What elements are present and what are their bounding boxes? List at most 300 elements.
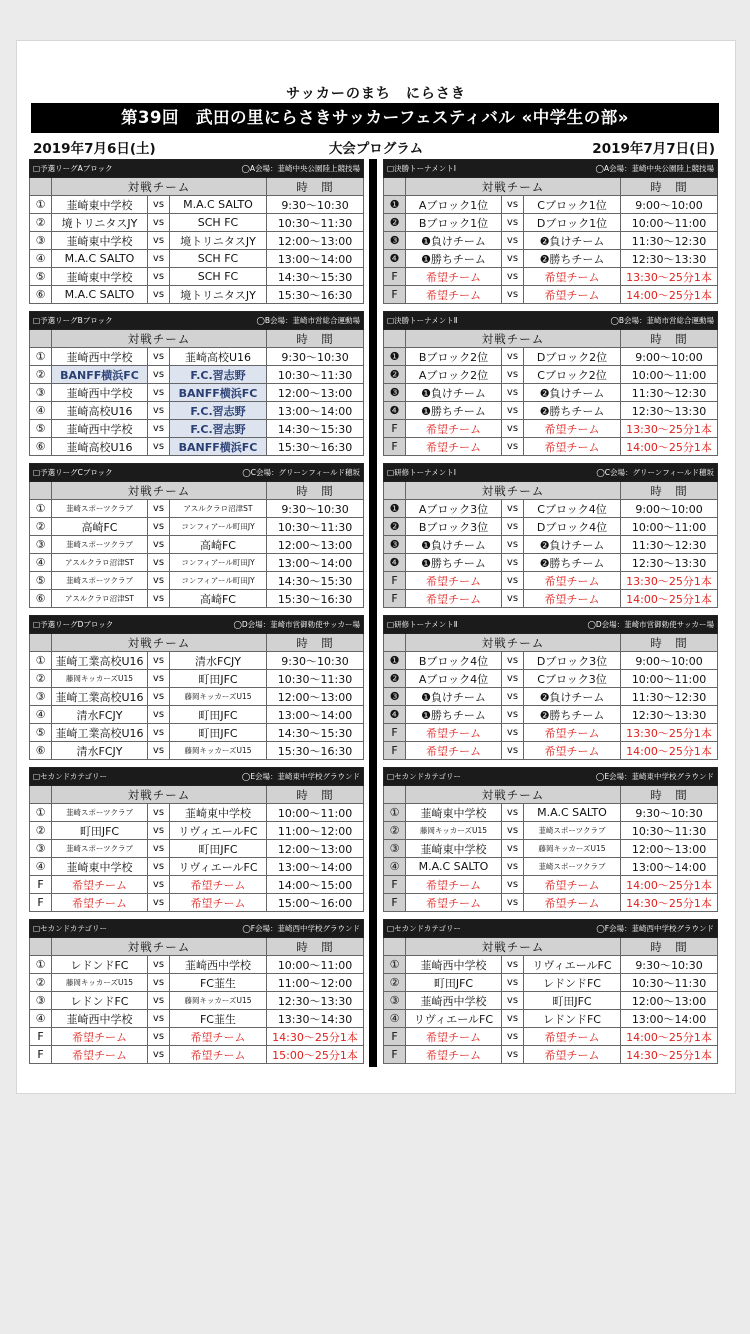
- match-number: ④: [30, 858, 52, 876]
- column-headers: [384, 938, 718, 956]
- vs-label: vs: [148, 554, 170, 572]
- away-team: SCH FC: [170, 250, 267, 268]
- block-header-cell: [384, 464, 718, 482]
- schedule-block: [29, 463, 364, 608]
- vs-label: vs: [502, 366, 524, 384]
- match-row: [30, 536, 364, 554]
- block-title: □予選リーグAブロック: [33, 164, 113, 173]
- home-team: レドンドFC: [52, 956, 148, 974]
- away-team: コンフィアール町田JY: [170, 554, 267, 572]
- venue-label: ◯A会場：韮崎中央公園陸上競技場: [595, 164, 714, 173]
- away-team: 希望チーム: [524, 894, 621, 912]
- away-team: 希望チーム: [524, 286, 621, 304]
- vs-label: vs: [502, 268, 524, 286]
- match-number: F: [384, 286, 406, 304]
- match-row: [384, 742, 718, 760]
- home-team: レドンドFC: [52, 992, 148, 1010]
- column-headers: [30, 938, 364, 956]
- vs-label: vs: [502, 974, 524, 992]
- column-header-teams: 対戦チーム: [52, 178, 267, 196]
- match-time: 12:00～13:00: [621, 992, 718, 1010]
- match-number: ②: [30, 974, 52, 992]
- away-team: アスルクラロ沼津ST: [170, 500, 267, 518]
- match-number: ②: [30, 366, 52, 384]
- column-headers: [30, 330, 364, 348]
- away-team: 清水FCJY: [170, 652, 267, 670]
- away-team: 希望チーム: [170, 1028, 267, 1046]
- home-team: M.A.C SALTO: [406, 858, 502, 876]
- column-header-blank: [30, 938, 52, 956]
- block-header-cell: [384, 768, 718, 786]
- vs-label: vs: [148, 384, 170, 402]
- column-header-teams: 対戦チーム: [52, 634, 267, 652]
- vs-label: vs: [502, 518, 524, 536]
- match-time: 12:00～13:00: [267, 384, 364, 402]
- home-team: 希望チーム: [406, 590, 502, 608]
- away-team: 町田JFC: [524, 992, 621, 1010]
- vs-label: vs: [502, 956, 524, 974]
- match-row: [384, 518, 718, 536]
- away-team: ❷負けチーム: [524, 688, 621, 706]
- match-number: ❸: [384, 384, 406, 402]
- block-title: □セカンドカテゴリー: [33, 772, 108, 781]
- away-team: BANFF横浜FC: [170, 438, 267, 456]
- away-team: 韮崎東中学校: [170, 804, 267, 822]
- column-header-blank: [384, 634, 406, 652]
- match-time: 11:30～12:30: [621, 688, 718, 706]
- away-team: Cブロック2位: [524, 366, 621, 384]
- match-time: 10:30～11:30: [621, 822, 718, 840]
- vs-label: vs: [502, 804, 524, 822]
- vs-label: vs: [502, 384, 524, 402]
- match-row: [384, 286, 718, 304]
- column-headers: [384, 330, 718, 348]
- match-row: [384, 438, 718, 456]
- column-header-blank: [384, 178, 406, 196]
- match-number: ①: [30, 652, 52, 670]
- match-row: [30, 1010, 364, 1028]
- match-time: 13:00～14:00: [267, 402, 364, 420]
- match-number: F: [384, 590, 406, 608]
- match-time: 14:00～25分1本: [621, 876, 718, 894]
- page-title: 第39回 武田の里にらさきサッカーフェスティバル «中学生の部»: [31, 103, 719, 133]
- match-row: [384, 974, 718, 992]
- match-row: [384, 956, 718, 974]
- home-team: Aブロック4位: [406, 670, 502, 688]
- vs-label: vs: [148, 286, 170, 304]
- home-team: 希望チーム: [406, 724, 502, 742]
- home-team: 韮崎スポーツクラブ: [52, 572, 148, 590]
- column-header-teams: 対戦チーム: [406, 938, 621, 956]
- block-title: □セカンドカテゴリー: [387, 924, 462, 933]
- block-header-cell: [30, 160, 364, 178]
- match-row: [30, 366, 364, 384]
- match-time: 14:00～25分1本: [621, 286, 718, 304]
- match-time: 12:00～13:00: [267, 688, 364, 706]
- block-header-cell: [30, 464, 364, 482]
- match-time: 14:00～25分1本: [621, 438, 718, 456]
- home-team: 境トリニタスJY: [52, 214, 148, 232]
- match-row: [30, 688, 364, 706]
- home-team: 韮崎西中学校: [406, 956, 502, 974]
- match-row: [30, 724, 364, 742]
- match-row: [30, 500, 364, 518]
- program-label: 大会プログラム: [328, 141, 424, 157]
- schedule-block: [383, 615, 718, 760]
- column-headers: [384, 786, 718, 804]
- match-time: 13:00～14:00: [267, 706, 364, 724]
- home-team: 藤岡キッカーズU15: [52, 974, 148, 992]
- match-number: F: [384, 724, 406, 742]
- vs-label: vs: [148, 876, 170, 894]
- home-team: 町田JFC: [406, 974, 502, 992]
- away-team: 町田JFC: [170, 706, 267, 724]
- match-row: [30, 1046, 364, 1064]
- away-team: 希望チーム: [524, 572, 621, 590]
- match-time: 14:30～15:30: [267, 572, 364, 590]
- match-number: ④: [30, 402, 52, 420]
- venue-label: ◯D会場：韮崎市営御勅使サッカー場: [233, 620, 360, 629]
- match-number: ❷: [384, 670, 406, 688]
- match-time: 13:00～14:00: [267, 250, 364, 268]
- match-number: ②: [30, 518, 52, 536]
- vs-label: vs: [148, 500, 170, 518]
- match-time: 14:30～15:30: [267, 268, 364, 286]
- match-row: [384, 804, 718, 822]
- match-row: [384, 688, 718, 706]
- venue-label: ◯B会場：韮崎市営総合運動場: [256, 316, 361, 325]
- home-team: ❶負けチーム: [406, 384, 502, 402]
- match-row: [384, 706, 718, 724]
- program-sheet: [16, 40, 736, 1094]
- match-row: [30, 402, 364, 420]
- home-team: 韮崎東中学校: [52, 196, 148, 214]
- match-row: [30, 268, 364, 286]
- vs-label: vs: [502, 1028, 524, 1046]
- match-time: 12:30～13:30: [621, 402, 718, 420]
- match-time: 10:00～11:00: [621, 518, 718, 536]
- match-number: ③: [30, 536, 52, 554]
- home-team: 韮崎西中学校: [52, 348, 148, 366]
- match-number: ⑥: [30, 590, 52, 608]
- match-time: 14:30～15:30: [267, 420, 364, 438]
- home-team: 韮崎工業高校U16: [52, 724, 148, 742]
- venue-label: ◯E会場：韮崎東中学校グラウンド: [595, 772, 715, 781]
- match-row: [30, 1028, 364, 1046]
- vs-label: vs: [148, 894, 170, 912]
- match-number: F: [30, 1046, 52, 1064]
- column-header-teams: 対戦チーム: [406, 634, 621, 652]
- match-row: [384, 366, 718, 384]
- vs-label: vs: [502, 250, 524, 268]
- column-header-teams: 対戦チーム: [406, 330, 621, 348]
- match-row: [30, 384, 364, 402]
- column-header-time: 時 間: [267, 786, 364, 804]
- match-number: ④: [30, 554, 52, 572]
- match-time: 9:00～10:00: [621, 348, 718, 366]
- column-header-time: 時 間: [621, 634, 718, 652]
- home-team: Bブロック1位: [406, 214, 502, 232]
- match-number: ①: [384, 804, 406, 822]
- match-time: 13:00～14:00: [621, 858, 718, 876]
- vs-label: vs: [502, 992, 524, 1010]
- venue-label: ◯C会場：グリーンフィールド穂坂: [242, 468, 361, 477]
- subtitle: サッカーのまち にらさき: [286, 86, 466, 102]
- home-team: Bブロック2位: [406, 348, 502, 366]
- match-time: 12:00～13:00: [621, 840, 718, 858]
- home-team: 希望チーム: [406, 268, 502, 286]
- vs-label: vs: [148, 590, 170, 608]
- schedule-block: [29, 767, 364, 912]
- match-number: ③: [384, 992, 406, 1010]
- match-number: ❷: [384, 366, 406, 384]
- match-time: 14:00～25分1本: [621, 590, 718, 608]
- match-time: 11:00～12:00: [267, 974, 364, 992]
- away-team: レドンドFC: [524, 1010, 621, 1028]
- vs-label: vs: [148, 706, 170, 724]
- schedule-block: [383, 919, 718, 1064]
- match-row: [30, 438, 364, 456]
- away-team: F.C.習志野: [170, 420, 267, 438]
- match-time: 9:00～10:00: [621, 652, 718, 670]
- match-number: F: [384, 572, 406, 590]
- match-time: 12:30～13:30: [267, 992, 364, 1010]
- match-number: ③: [384, 840, 406, 858]
- match-row: [30, 590, 364, 608]
- vs-label: vs: [502, 500, 524, 518]
- block-header-cell: [384, 160, 718, 178]
- column-header-time: 時 間: [267, 482, 364, 500]
- home-team: 希望チーム: [406, 286, 502, 304]
- match-row: [30, 822, 364, 840]
- home-team: 希望チーム: [52, 1046, 148, 1064]
- away-team: 藤岡キッカーズU15: [170, 688, 267, 706]
- vs-label: vs: [148, 688, 170, 706]
- home-team: 希望チーム: [406, 438, 502, 456]
- vs-label: vs: [148, 724, 170, 742]
- match-row: [30, 286, 364, 304]
- match-row: [384, 250, 718, 268]
- home-team: 韮崎西中学校: [52, 384, 148, 402]
- column-header-blank: [30, 786, 52, 804]
- venue-label: ◯B会場：韮崎市営総合運動場: [610, 316, 715, 325]
- column-header-time: 時 間: [621, 178, 718, 196]
- block-title: □予選リーグDブロック: [33, 620, 114, 629]
- schedule-block: [383, 311, 718, 456]
- match-time: 13:30～25分1本: [621, 420, 718, 438]
- home-team: 韮崎東中学校: [52, 232, 148, 250]
- match-number: ④: [384, 858, 406, 876]
- block-title: □セカンドカテゴリー: [33, 924, 108, 933]
- away-team: FC韮生: [170, 1010, 267, 1028]
- vs-label: vs: [502, 590, 524, 608]
- home-team: 韮崎西中学校: [52, 1010, 148, 1028]
- schedule-block: [383, 159, 718, 304]
- home-team: 韮崎東中学校: [406, 840, 502, 858]
- match-number: ⑤: [30, 268, 52, 286]
- vs-label: vs: [502, 286, 524, 304]
- match-number: ②: [384, 974, 406, 992]
- match-row: [384, 402, 718, 420]
- away-team: ❷勝ちチーム: [524, 554, 621, 572]
- away-team: ❷勝ちチーム: [524, 706, 621, 724]
- away-team: 希望チーム: [524, 1046, 621, 1064]
- away-team: Dブロック2位: [524, 348, 621, 366]
- away-team: 希望チーム: [524, 742, 621, 760]
- column-header-blank: [384, 482, 406, 500]
- match-row: [384, 554, 718, 572]
- vs-label: vs: [148, 742, 170, 760]
- away-team: 希望チーム: [524, 268, 621, 286]
- away-team: コンフィアール町田JY: [170, 572, 267, 590]
- column-header-time: 時 間: [621, 786, 718, 804]
- away-team: 境トリニタスJY: [170, 286, 267, 304]
- away-team: 希望チーム: [170, 1046, 267, 1064]
- match-row: [384, 196, 718, 214]
- match-number: ❶: [384, 348, 406, 366]
- match-time: 10:00～11:00: [621, 366, 718, 384]
- match-time: 12:00～13:00: [267, 840, 364, 858]
- schedule-block: [383, 463, 718, 608]
- block-title: □セカンドカテゴリー: [387, 772, 462, 781]
- home-team: ❶勝ちチーム: [406, 554, 502, 572]
- match-row: [384, 268, 718, 286]
- match-row: [384, 214, 718, 232]
- away-team: ❷負けチーム: [524, 232, 621, 250]
- away-team: 韮崎高校U16: [170, 348, 267, 366]
- match-number: ①: [30, 500, 52, 518]
- home-team: 韮崎西中学校: [52, 420, 148, 438]
- column-headers: [30, 634, 364, 652]
- match-time: 14:00～25分1本: [621, 742, 718, 760]
- match-number: ❹: [384, 250, 406, 268]
- away-team: FC韮生: [170, 974, 267, 992]
- vs-label: vs: [148, 840, 170, 858]
- home-team: 希望チーム: [52, 1028, 148, 1046]
- match-number: ⑤: [30, 724, 52, 742]
- match-time: 10:30～11:30: [267, 518, 364, 536]
- away-team: 藤岡キッカーズU15: [524, 840, 621, 858]
- match-time: 9:30～10:30: [621, 804, 718, 822]
- match-time: 13:30～25分1本: [621, 268, 718, 286]
- match-row: [30, 706, 364, 724]
- match-time: 13:00～14:00: [621, 1010, 718, 1028]
- match-number: ⑤: [30, 572, 52, 590]
- away-team: 町田JFC: [170, 840, 267, 858]
- vs-label: vs: [502, 742, 524, 760]
- away-team: 希望チーム: [524, 438, 621, 456]
- match-time: 10:30～11:30: [621, 974, 718, 992]
- column-header-teams: 対戦チーム: [406, 178, 621, 196]
- away-team: 高崎FC: [170, 590, 267, 608]
- column-header-time: 時 間: [267, 178, 364, 196]
- block-header-cell: [384, 312, 718, 330]
- home-team: ❶勝ちチーム: [406, 250, 502, 268]
- away-team: 希望チーム: [524, 724, 621, 742]
- vs-label: vs: [502, 876, 524, 894]
- vs-label: vs: [148, 974, 170, 992]
- match-number: ❷: [384, 518, 406, 536]
- venue-label: ◯F会場：韮崎西中学校グラウンド: [596, 924, 715, 933]
- match-number: ①: [30, 348, 52, 366]
- away-team: ❷負けチーム: [524, 384, 621, 402]
- match-time: 10:00～11:00: [621, 214, 718, 232]
- home-team: 清水FCJY: [52, 742, 148, 760]
- match-number: ②: [30, 822, 52, 840]
- block-header: [384, 920, 718, 938]
- match-number: ③: [30, 688, 52, 706]
- match-number: ③: [30, 840, 52, 858]
- home-team: ❶勝ちチーム: [406, 402, 502, 420]
- home-team: Bブロック4位: [406, 652, 502, 670]
- vs-label: vs: [148, 232, 170, 250]
- match-number: F: [384, 894, 406, 912]
- match-time: 9:30～10:30: [267, 196, 364, 214]
- vs-label: vs: [502, 1046, 524, 1064]
- home-team: 希望チーム: [406, 1046, 502, 1064]
- match-time: 11:30～12:30: [621, 232, 718, 250]
- vs-label: vs: [502, 1010, 524, 1028]
- vs-label: vs: [148, 652, 170, 670]
- column-header-teams: 対戦チーム: [52, 786, 267, 804]
- away-team: 韮崎西中学校: [170, 956, 267, 974]
- away-team: 町田JFC: [170, 670, 267, 688]
- match-time: 14:30～25分1本: [267, 1028, 364, 1046]
- block-header: [384, 464, 718, 482]
- away-team: リヴィエールFC: [524, 956, 621, 974]
- match-time: 9:30～10:30: [621, 956, 718, 974]
- vs-label: vs: [502, 706, 524, 724]
- home-team: 希望チーム: [406, 420, 502, 438]
- away-team: Dブロック1位: [524, 214, 621, 232]
- match-number: ①: [384, 956, 406, 974]
- match-row: [384, 1010, 718, 1028]
- block-header-cell: [30, 768, 364, 786]
- vs-label: vs: [148, 1046, 170, 1064]
- home-team: 韮崎東中学校: [52, 858, 148, 876]
- match-row: [30, 804, 364, 822]
- away-team: 希望チーム: [170, 876, 267, 894]
- match-row: [30, 956, 364, 974]
- match-time: 10:30～11:30: [267, 670, 364, 688]
- column-header-teams: 対戦チーム: [52, 482, 267, 500]
- match-row: [384, 724, 718, 742]
- away-team: コンフィアール町田JY: [170, 518, 267, 536]
- home-team: 韮崎工業高校U16: [52, 688, 148, 706]
- vs-label: vs: [148, 420, 170, 438]
- block-header: [30, 920, 364, 938]
- home-team: Aブロック2位: [406, 366, 502, 384]
- vs-label: vs: [148, 250, 170, 268]
- match-number: F: [384, 268, 406, 286]
- match-time: 14:30～25分1本: [621, 1046, 718, 1064]
- home-team: 清水FCJY: [52, 706, 148, 724]
- match-number: ①: [30, 804, 52, 822]
- match-row: [384, 670, 718, 688]
- match-number: ④: [30, 706, 52, 724]
- home-team: BANFF横浜FC: [52, 366, 148, 384]
- vs-label: vs: [502, 894, 524, 912]
- match-row: [384, 1046, 718, 1064]
- home-team: Aブロック1位: [406, 196, 502, 214]
- match-row: [30, 250, 364, 268]
- away-team: レドンドFC: [524, 974, 621, 992]
- vs-label: vs: [148, 858, 170, 876]
- match-row: [30, 876, 364, 894]
- match-time: 9:30～10:30: [267, 500, 364, 518]
- match-row: [30, 742, 364, 760]
- block-header-cell: [30, 920, 364, 938]
